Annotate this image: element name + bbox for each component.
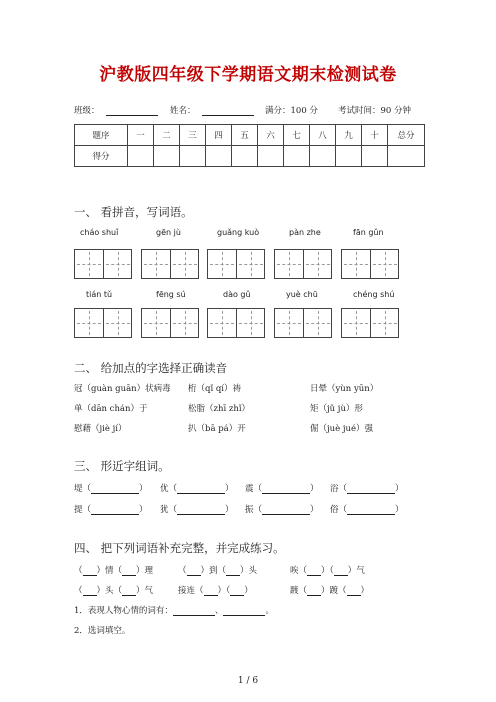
idiom-item: 唉（ ）（ ）气 [290,566,365,576]
score-cell[interactable] [232,146,258,167]
reading-item[interactable]: 慰藉（jiè jí） [74,424,127,434]
answer-blank[interactable] [122,567,136,576]
writing-box[interactable] [207,308,265,338]
score-table-score-row [75,146,425,167]
answer-blank[interactable] [334,567,348,576]
answer-blank[interactable] [347,506,395,515]
pinyin-label: gēn jù [156,228,181,237]
pinyin-label: dào gǔ [223,290,251,299]
pinyin-label: guǎng kuò [217,228,260,237]
answer-blank[interactable] [173,607,215,616]
pinyin-label: pàn zhe [289,228,321,237]
compose-item: 振（ ） [245,505,319,515]
header-cell: 六 [258,125,284,146]
pinyin-label: tián tǔ [86,290,113,299]
header-cell: 题序 [75,125,128,146]
compose-item: 堤（ ） [74,484,148,494]
answer-blank[interactable] [122,587,136,596]
question-2: 2．选词填空。 [74,626,131,636]
answer-blank[interactable] [262,485,310,494]
idiom-item: 接连（ ）（ ） [178,586,253,596]
answer-blank[interactable] [83,587,97,596]
class-label: 班级： [74,106,100,116]
page-number: 1 / 6 [237,676,259,686]
idiom-item: 踱（ ）踱（ ） [290,586,370,596]
writing-box[interactable] [74,249,132,279]
compose-item: 震（ ） [245,484,319,494]
header-cell: 七 [284,125,310,146]
section-2-title: 二、 给加点的字选择正确读音 [74,361,228,375]
name-field[interactable] [202,106,254,116]
answer-blank[interactable] [187,567,201,576]
writing-box[interactable] [74,308,132,338]
reading-item[interactable]: 桁（qǐ qí）祷 [188,384,242,394]
question-1: 1．表现人物心情的词有： 、 。 [74,606,274,616]
writing-box[interactable] [141,308,199,338]
name-label: 姓名： [170,106,196,116]
reading-item[interactable]: 单（dān chán）于 [74,404,148,414]
section-3-title: 三、 形近字组词。 [74,459,170,473]
writing-box[interactable] [207,249,265,279]
writing-box[interactable] [141,249,199,279]
header-cell: 八 [310,125,336,146]
compose-item: 优（ ） [160,484,234,494]
score-cell[interactable] [362,146,388,167]
score-cell[interactable] [388,146,425,167]
section-1-title: 一、 看拼音，写词语。 [74,205,193,219]
reading-item[interactable]: 矩（jǔ jù）形 [310,404,363,414]
score-cell[interactable] [284,146,310,167]
answer-blank[interactable] [262,506,310,515]
header-cell: 十 [362,125,388,146]
page-title: 沪教版四年级下学期语文期末检测试卷 [99,65,397,85]
answer-blank[interactable] [307,587,321,596]
reading-item[interactable]: 倔（juè jué）强 [310,424,373,434]
writing-box[interactable] [274,249,332,279]
score-table [74,124,425,167]
class-field[interactable] [106,106,158,116]
score-cell[interactable] [154,146,180,167]
answer-blank[interactable] [347,587,361,596]
answer-blank[interactable] [91,485,139,494]
header-cell: 总分 [388,125,425,146]
answer-blank[interactable] [230,587,244,596]
reading-item[interactable]: 日晕（yùn yūn） [310,384,379,394]
writing-box[interactable] [341,308,399,338]
pinyin-label: chéng shú [353,290,395,299]
pinyin-label: fēng sú [156,290,186,299]
reading-item[interactable]: 松脂（zhī zhǐ） [188,404,251,414]
section-4-title: 四、 把下列词语补充完整，并完成练习。 [74,541,285,555]
header-cell: 九 [336,125,362,146]
pinyin-label: yuè chū [286,290,318,299]
header-cell: 三 [180,125,206,146]
score-cell[interactable] [258,146,284,167]
exam-time: 考试时间：90 分钟 [338,106,412,116]
answer-blank[interactable] [91,506,139,515]
answer-blank[interactable] [177,506,225,515]
score-cell[interactable] [310,146,336,167]
writing-box[interactable] [274,308,332,338]
answer-blank[interactable] [204,587,218,596]
score-cell[interactable] [336,146,362,167]
header-cell: 二 [154,125,180,146]
score-cell[interactable] [206,146,232,167]
score-table-header-row [75,125,425,146]
answer-blank[interactable] [307,567,321,576]
compose-item: 俗（ ） [330,505,404,515]
idiom-item: （ ）头（ ）气 [74,586,154,596]
reading-item[interactable]: 冠（guàn guān）状病毒 [74,384,171,394]
idiom-item: （ ）到（ ）头 [178,566,258,576]
header-cell: 一 [128,125,154,146]
answer-blank[interactable] [223,607,265,616]
compose-item: 浴（ ） [330,484,404,494]
answer-blank[interactable] [177,485,225,494]
answer-blank[interactable] [83,567,97,576]
compose-item: 犹（ ） [160,505,234,515]
row-label: 得分 [75,146,128,167]
compose-item: 提（ ） [74,505,148,515]
answer-blank[interactable] [226,567,240,576]
score-cell[interactable] [180,146,206,167]
pinyin-label: fān gǔn [353,228,384,237]
full-score: 满分：100 分 [265,106,318,116]
idiom-item: （ ）情（ ）理 [74,566,154,576]
header-cell: 五 [232,125,258,146]
writing-box[interactable] [341,249,399,279]
score-cell[interactable] [128,146,154,167]
reading-item[interactable]: 扒（bā pá）开 [188,424,246,434]
header-cell: 四 [206,125,232,146]
answer-blank[interactable] [347,485,395,494]
pinyin-label: cháo shuǐ [80,228,119,237]
